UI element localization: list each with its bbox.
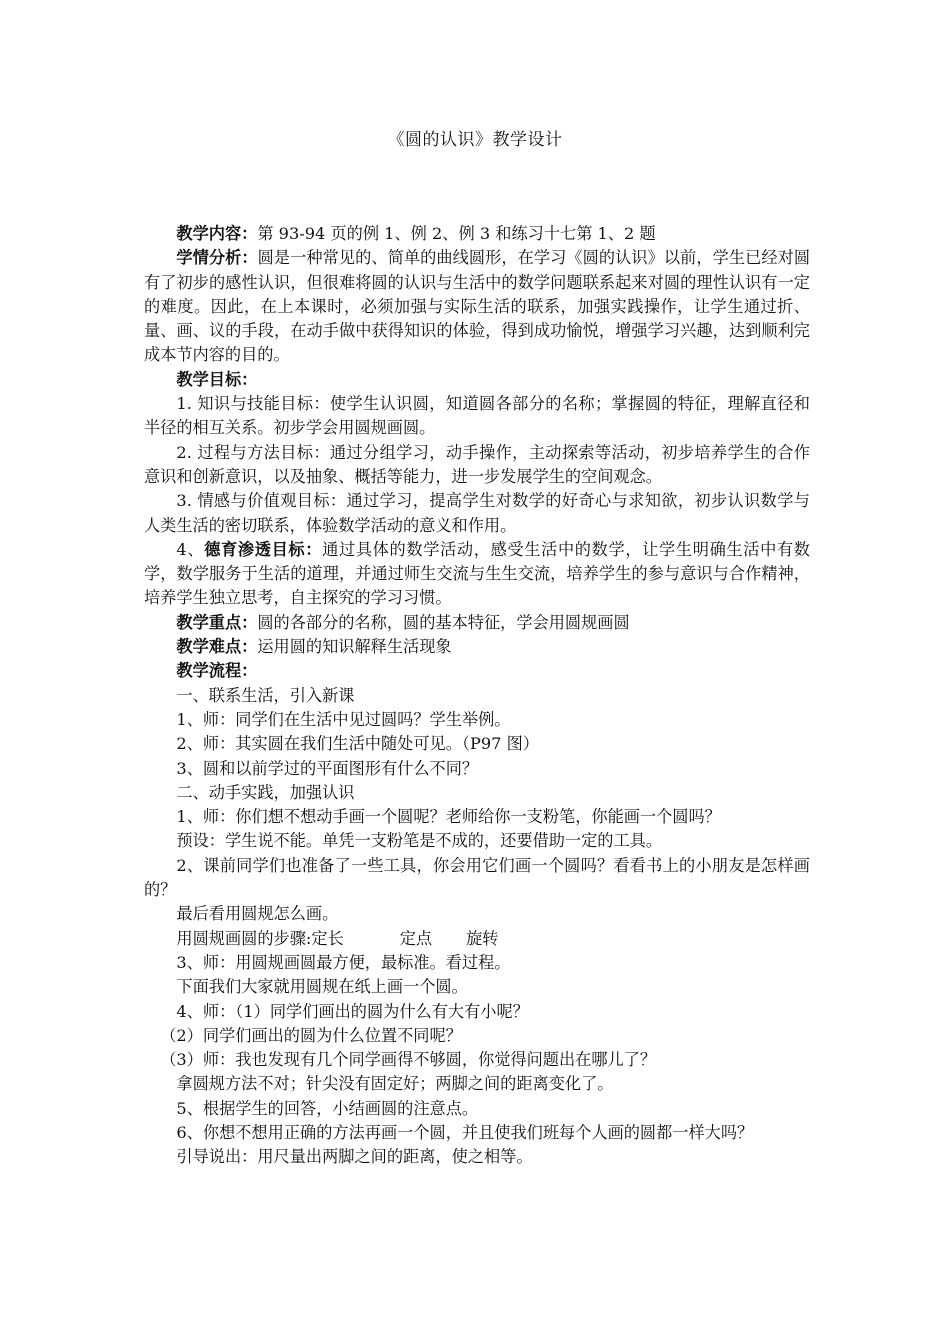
compass-step-3: 旋转 <box>466 928 499 948</box>
goal-1: 1. 知识与技能目标：使学生认识圆，知道圆各部分的名称；掌握圆的特征，理解直径和半径的相互关系。初步学会用圆规画圆。 <box>144 394 810 438</box>
section-2-item-4-answer: 拿圆规方法不对；针尖没有固定好；两脚之间的距离变化了。 <box>176 1074 614 1094</box>
analysis-text: 圆是一种常见的、简单的曲线圆形，在学习《圆的认识》以前，学生已经对圆有了初步的感性认识，但很难将圆的认识与生活中的数学问题联系起来对圆的理性认识有一定的难度。因此，在上本课时，必须加强与实际生活的联系，加强实践操作，让学生通过折、量、画、议的手段，在动手做中获得知识的体验，得到成功愉悦，增强学习兴趣，达到顺利完成本节内容的目的。 <box>144 248 811 365</box>
difficulty-paragraph <box>144 635 810 659</box>
section-2-item-2-note: 最后看用圆规怎么画。 <box>176 904 339 924</box>
difficulty-label: 教学难点： <box>176 637 258 657</box>
section-2-item-4-sub-3: （3）师：我也发现有几个同学画得不够圆，你觉得问题出在哪儿了？ <box>160 1050 657 1070</box>
goal-3: 3. 情感与价值观目标：通过学习，提高学生对数学的好奇心与求知欲，初步认识数学与人类生活的密切联系，体验数学活动的意义和作用。 <box>144 491 810 535</box>
section-2-item-3-note: 下面我们大家就用圆规在纸上画一个圆。 <box>176 977 468 997</box>
key-point-paragraph <box>144 611 810 635</box>
section-1-item-1: 1、师：同学们在生活中见过圆吗？学生举例。 <box>176 709 511 729</box>
section-2-item-5: 5、根据学生的回答，小结画圆的注意点。 <box>176 1098 479 1118</box>
teaching-content-paragraph <box>144 222 810 246</box>
section-1-item-2: 2、师：其实圆在我们生活中随处可见。（P97 图） <box>176 734 539 754</box>
section-2-item-6-note: 引导说出：用尺量出两脚之间的距离，使之相等。 <box>176 1147 533 1167</box>
section-1-item-3: 3、圆和以前学过的平面图形有什么不同？ <box>176 758 479 778</box>
section-2-item-4-sub-2: （2）同学们画出的圆为什么位置不同呢？ <box>160 1025 462 1045</box>
section-2-item-6: 6、你想不想用正确的方法再画一个圆，并且使我们班每个人画的圆都一样大吗？ <box>176 1122 754 1142</box>
goal-2: 2. 过程与方法目标：通过分组学习，动手操作，主动探索等活动，初步培养学生的合作意识和创新意识，以及抽象、概括等能力，进一步发展学生的空间观念。 <box>144 442 810 486</box>
flow-heading: 教学流程： <box>176 661 258 681</box>
section-2-item-3: 3、师：用圆规画圆最方便，最标准。看过程。 <box>176 952 511 972</box>
analysis-label: 学情分析： <box>176 248 258 268</box>
section-2-item-4: 4、师：（1）同学们画出的圆为什么有大有小呢？ <box>176 1001 529 1021</box>
difficulty-text: 运用圆的知识解释生活现象 <box>257 637 452 657</box>
goal-4-text: 通过具体的数学活动，感受生活中的数学，让学生明确生活中有数学，数学服务于生活的道理，并通过师生交流与生生交流，培养学生的参与意识与合作精神，培养学生独立思考，自主探究的学习习惯。 <box>144 539 810 608</box>
compass-step-2: 定点 <box>399 928 433 948</box>
compass-steps-label: 用圆规画圆的步骤:定长 <box>176 928 344 948</box>
compass-steps <box>144 927 810 951</box>
teaching-content-text: 第 93-94 页的例 1、例 2、例 3 和练习十七第 1、2 题 <box>257 224 656 243</box>
section-2-item-1: 1、师：你们想不想动手画一个圆呢？老师给你一支粉笔，你能画一个圆吗？ <box>176 807 721 827</box>
section-2-item-1-note: 预设：学生说不能。单凭一支粉笔是不成的，还要借助一定的工具。 <box>176 831 663 851</box>
goal-4-prefix: 4、 <box>176 539 205 559</box>
teaching-content-label: 教学内容： <box>176 224 258 243</box>
goals-heading: 教学目标： <box>176 369 258 389</box>
section-1-heading: 一、联系生活，引入新课 <box>176 685 355 705</box>
document-title: 《圆的认识》教学设计 <box>387 130 563 150</box>
document-body <box>144 222 810 1170</box>
goal-4-label: 德育渗透目标： <box>204 539 323 559</box>
analysis-paragraph <box>144 246 810 367</box>
goal-4 <box>144 538 810 611</box>
key-point-text: 圆的各部分的名称，圆的基本特征，学会用圆规画圆 <box>257 612 630 632</box>
key-point-label: 教学重点： <box>176 612 258 632</box>
section-2-item-2: 2、课前同学们也准备了一些工具，你会用它们画一个圆吗？看看书上的小朋友是怎样画的？ <box>144 855 810 900</box>
section-2-heading: 二、动手实践，加强认识 <box>176 782 355 802</box>
